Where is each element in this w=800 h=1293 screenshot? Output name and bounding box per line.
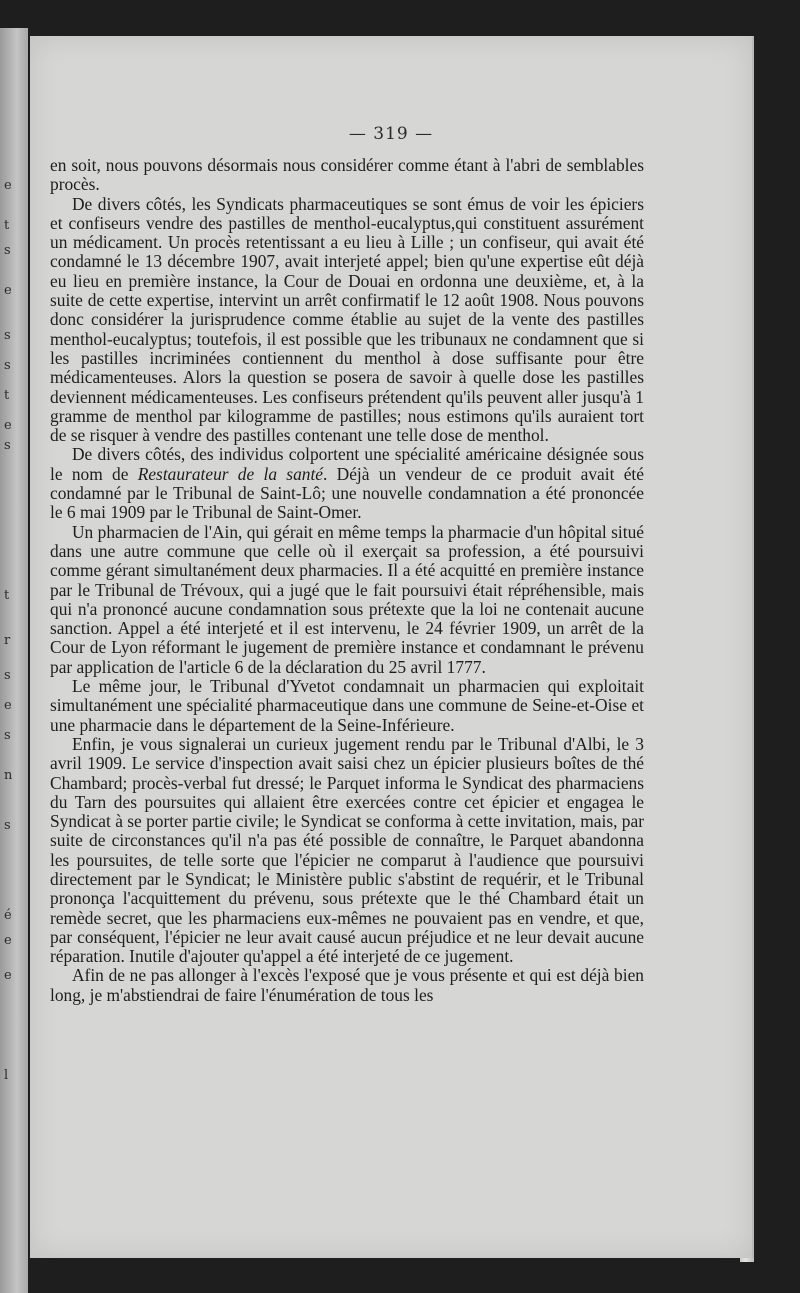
facing-page-letter-fragment: t	[4, 588, 10, 603]
book-page	[30, 36, 754, 1258]
facing-page-letter-fragment: s	[4, 358, 11, 373]
page-body-text	[50, 156, 644, 1005]
facing-page-letter-fragment: e	[4, 933, 12, 948]
facing-page-letter-fragment: e	[4, 968, 12, 983]
facing-page-letter-fragment: e	[4, 698, 12, 713]
paragraph: De divers côtés, les Syndicats pharmaceutiques se sont émus de voir les épiciers et confiseurs vendre des pastilles de menthol-eucalyptus,qui constituent assurément un médicament. Un procès retentissant a eu lieu à Lille ; un confiseur, qui avait été condamné le 13 décembre 1907, avait interjeté appel; bien qu'une expertise eût déjà eu lieu en première instance, la Cour de Douai en ordonna une deuxième, et, à la suite de cette expertise, intervint un arrêt confirmatif le 12 août 1908. Nous pouvons donc considérer la jurisprudence comme établie au sujet de la vente des pastilles menthol-eucalyptus; toutefois, il est possible que les tribunaux ne condamnent que si les pastilles incriminées contiennent du menthol à dose suffisante pour être médicamenteuses. Alors la question se posera de savoir à quelle dose les pastilles deviennent médicamenteuses. Les confiseurs prétendent qu'ils peuvent aller jusqu'à 1 gramme de menthol par kilogramme de pastilles; nous estimons qu'ils auraient tort de se risquer à vendre des pastilles contenant une telle dose de menthol.	[50, 193, 644, 446]
facing-page-letter-fragment: s	[4, 438, 11, 453]
facing-page-letter-fragment: é	[4, 908, 12, 923]
paragraph: Un pharmacien de l'Ain, qui gérait en même temps la pharmacie d'un hôpital situé dans une autre commune que celle où il exerçait sa profession, a été poursuivi comme gérant simultanément deux pharmacies. Il a été acquitté en première instance par le Tribunal de Trévoux, qui a jugé que le fait poursuivi était répréhensible, mais qui n'a prononcé aucune condamnation sous prétexte que la loi ne contenait aucune sanction. Appel a été interjeté et il est intervenu, le 24 février 1909, un arrêt de la Cour de Lyon réformant le jugement de première instance et condamnant le prévenu par application de l'article 6 de la déclaration du 25 avril 1777.	[50, 521, 644, 677]
facing-page-letter-fragment: l	[4, 1068, 9, 1083]
facing-page-letter-fragment: e	[4, 418, 12, 433]
facing-page-letter-fragment: s	[4, 668, 11, 683]
paragraph: en soit, nous pouvons désormais nous considérer comme étant à l'abri de semblables procès.	[50, 155, 644, 195]
paragraph: Le même jour, le Tribunal d'Yvetot condamnait un pharmacien qui exploitait simultanément une spécialité pharmaceutique dans une commune de Seine-et-Oise et une pharmacie dans le département de la Seine-Inférieure.	[50, 676, 644, 735]
paragraph-text: De divers côtés, des individus colportent une spécialité américaine désignée sous le nom de	[50, 444, 644, 484]
paragraph: Afin de ne pas allonger à l'excès l'exposé que je vous présente et qui est déjà bien long, je m'abstiendrai de faire l'énumération de tous les	[50, 965, 644, 1005]
facing-page-letter-fragment: e	[4, 283, 12, 298]
facing-page-letter-fragment: s	[4, 243, 11, 258]
facing-page-edge	[0, 28, 28, 1293]
facing-page-letter-fragment: t	[4, 218, 10, 233]
facing-page-letter-fragment: t	[4, 388, 10, 403]
facing-page-letter-fragment: r	[4, 633, 11, 648]
facing-page-letter-fragment: s	[4, 328, 11, 343]
paragraph-text: . Déjà un vendeur de ce produit avait été condamné par le Tribunal de Saint-Lô; une nouvelle condamnation a été prononcée le 6 mai 1909 par le Tribunal de Saint-Omer.	[50, 463, 644, 523]
product-name-italic: Restaurateur de la santé	[137, 463, 324, 484]
facing-page-letter-fragment: s	[4, 818, 11, 833]
facing-page-letter-fragment: s	[4, 728, 11, 743]
paragraph	[50, 445, 644, 522]
paragraph: Enfin, je vous signalerai un curieux jugement rendu par le Tribunal d'Albi, le 3 avril 1909. Le service d'inspection avait saisi chez un épicier plusieurs boîtes de thé Chambard; procès-verbal fut dressé; le Parquet informa le Syndicat des pharmaciens du Tarn des poursuites qui allaient être exercées contre cet épicier et engagea le Syndicat à se porter partie civile; le Syndicat se conforma à cette invitation, mais, par suite de circonstances qu'il n'a pas été possible de connaître, le Parquet abandonna les poursuites, de telle sorte que l'épicier ne comparut à l'audience que poursuivi directement par le Syndicat; le Ministère public s'abstint de requérir, et le Tribunal prononça l'acquittement du prévenu, sous prétexte que le thé Chambard était un remède secret, que les pharmaciens eux-mêmes ne pouvaient pas en vendre, et que, par conséquent, l'épicier ne leur avait causé aucun préjudice et ne leur devait aucune réparation. Inutile d'ajouter qu'appel a été interjeté de ce jugement.	[50, 733, 644, 967]
facing-page-letter-fragment: e	[4, 178, 12, 193]
facing-page-letter-fragment: n	[4, 768, 13, 783]
page-number: — 319 —	[348, 124, 434, 144]
